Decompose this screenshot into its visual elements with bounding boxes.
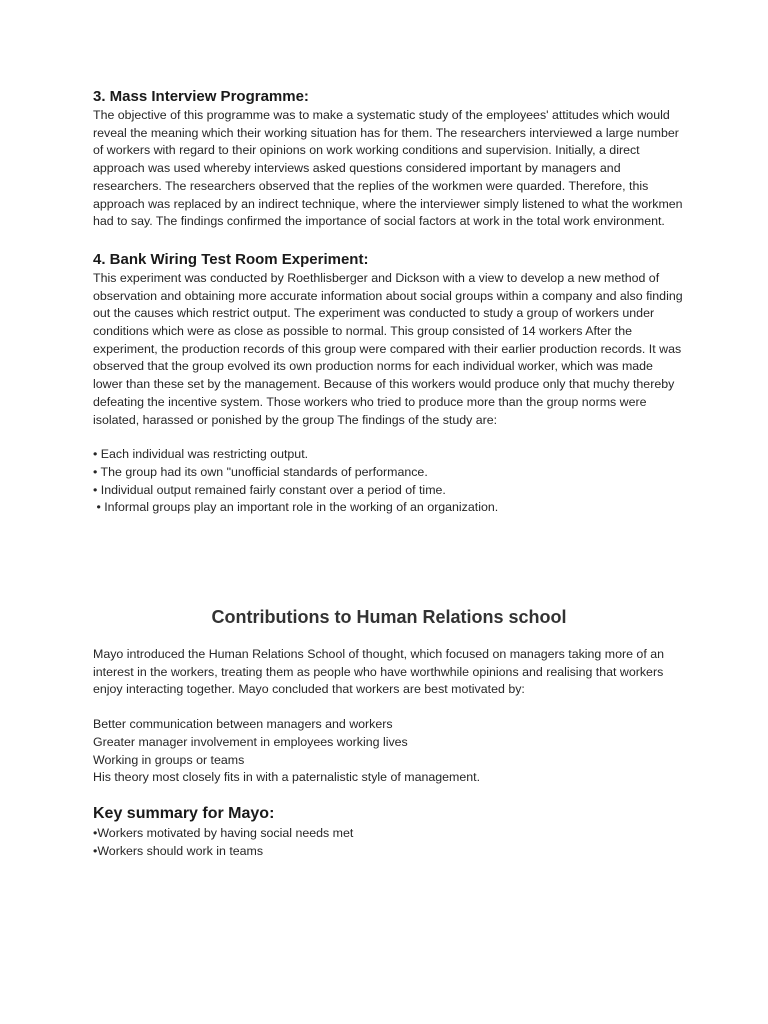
motivator-item: His theory most closely fits in with a paternalistic style of management. bbox=[93, 770, 481, 785]
motivators-list bbox=[93, 716, 685, 787]
document-page bbox=[93, 86, 685, 860]
motivator-item: Working in groups or teams bbox=[93, 752, 245, 767]
section-body-bank-wiring: This experiment was conducted by Roethlisberger and Dickson with a view to develop a new method of observation and obtaining more accurate information about social groups within a company and also finding out the causes which restrict output. The experiment was conducted to study a group of workers under conditions which were as close as possible to normal. This group consisted of 14 workers After the experiment, the production records of this group were compared with their earlier production records. It was observed that the group evolved its own production norms for each individual worker, which was made lower than these set by the management. Because of this workers would produce only that muchy thereby defeating the incentive system. Those workers who tried to produce more than the group norms were isolated, harassed or ponished by the group The findings of the study are: bbox=[93, 270, 683, 427]
findings-list bbox=[93, 446, 685, 517]
section-heading-bank-wiring: 4. Bank Wiring Test Room Experiment: bbox=[93, 250, 369, 268]
motivator-item: Greater manager involvement in employees working lives bbox=[93, 734, 408, 749]
key-summary-heading: Key summary for Mayo: bbox=[93, 804, 275, 822]
finding-item: • The group had its own "unofficial standards of performance. bbox=[93, 464, 428, 479]
section-heading-mass-interview: 3. Mass Interview Programme: bbox=[93, 88, 309, 105]
contributions-body: Mayo introduced the Human Relations School of thought, which focused on managers taking more of an interest in the workers, treating them as people who have worthwhile opinions and realising that workers enjoy interacting together. Mayo concluded that workers are best motivated by: bbox=[93, 647, 664, 697]
finding-item: • Informal groups play an important role in the working of an organization. bbox=[93, 500, 499, 515]
section-body-mass-interview: The objective of this programme was to make a systematic study of the employees' attitudes which would reveal the meaning which their working situation has for them. The researchers interviewed a large number of workers with regard to their opinions on work working conditions and supervision. Initially, a direct approach was used whereby interviews asked questions considered important by managers and researchers. The researchers observed that the replies of the workmen were quarded. Therefore, this approach was replaced by an indirect technique, where the interviewer simply listened to what the workmen had to say. The findings confirmed the importance of social factors at work in the total work environment. bbox=[93, 108, 683, 229]
finding-item: • Each individual was restricting output. bbox=[93, 447, 309, 462]
summary-item: •Workers motivated by having social needs met bbox=[93, 825, 354, 840]
motivator-item: Better communication between managers and workers bbox=[93, 717, 393, 732]
finding-item: • Individual output remained fairly constant over a period of time. bbox=[93, 482, 446, 497]
summary-list bbox=[93, 825, 685, 860]
contributions-title: Contributions to Human Relations school bbox=[211, 607, 567, 628]
summary-item: •Workers should work in teams bbox=[93, 843, 264, 858]
